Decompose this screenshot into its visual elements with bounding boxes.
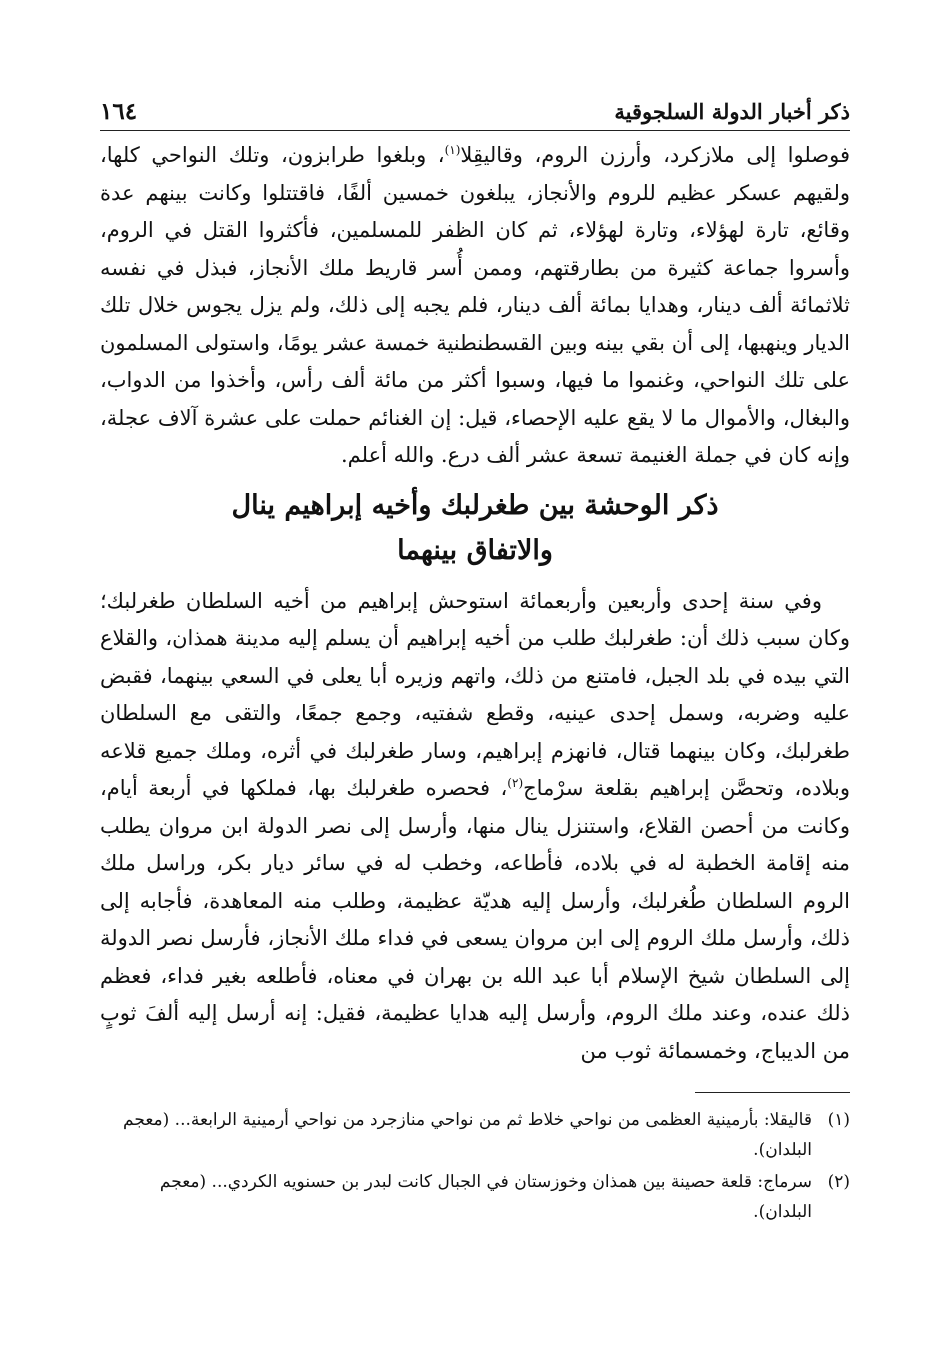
paragraph-1	[100, 137, 850, 475]
running-title: ذكر أخبار الدولة السلجوقية	[614, 99, 850, 124]
section-heading-line-1: ذكر الوحشة بين طغرلبك وأخيه إبراهيم ينال	[231, 489, 719, 521]
paragraph-2-part-1: وفي سنة إحدى وأربعين وأربعمائة استوحش إبراهيم من أخيه السلطان طغرلبك؛ وكان سبب ذلك أن: طغرلبك طلب من أخيه إبراهيم أن يسلم إليه مدينة همذان، والقلاع التي بيده في بلد الجبل، فامتنع من ذلك، واتهم وزيره أبا يعلى في السعي بينهما، فقبض عليه وضربه، وسمل إحدى عينيه، وقطع شفتيه، وجمع جمعًا، والتقى مع السلطان طغرلبك، وكان بينهما قتال، فانهزم إبراهيم، وسار طغرلبك في أثره، وملك جميع قلاعه وبلاده، وتحصَّن إبراهيم بقلعة سرْماج	[100, 588, 850, 800]
footnote-ref-2: (٢)	[507, 776, 524, 790]
footnote-text: قاليقلا: بأرمينية العظمى من نواحي خلاط ثم من نواحي منازجرد من نواحي أرمينية الرابعة... (معجم البلدان).	[123, 1110, 812, 1160]
footnote-number: (١)	[827, 1110, 850, 1130]
page-number: ١٦٤	[100, 98, 138, 125]
footnotes	[100, 1105, 850, 1227]
footnote-divider	[695, 1092, 850, 1093]
paragraph-1-part-2: ، وبلغوا طرابزون، وتلك النواحي كلها، ولقيهم عسكر عظيم للروم والأنجاز، يبلغون خمسين ألفًا، فاقتتلوا وكانت بينهم عدة وقائع، تارة لهؤلاء، وتارة لهؤلاء، ثم كان الظفر للمسلمين، فأكثروا القتل في الروم، وأسروا جماعة كثيرة من بطارقتهم، وممن أُسر قاريط ملك الأنجاز، فبذل في نفسه ثلاثمائة ألف دينار، وهدايا بمائة ألف دينار، فلم يجبه إلى ذلك، ولم يزل يجوس خلال تلك الديار وينهبها، إلى أن بقي بينه وبين القسطنطنية خمسة عشر يومًا، واستولى المسلمون على تلك النواحي، وغنموا ما فيها، وسبوا أكثر من مائة ألف رأس، وأخذوا من الدواب، والبغال، والأموال ما لا يقع عليه الإحصاء، قيل: إن الغنائم حملت على عشرة آلاف عجلة، وإنه كان في جملة الغنيمة تسعة عشر ألف درع. والله أعلم.	[100, 143, 850, 467]
section-heading-line-2: والاتفاق بينهما	[397, 534, 553, 566]
running-head	[100, 86, 850, 131]
book-page	[100, 86, 850, 1356]
footnote	[100, 1105, 850, 1165]
footnote	[100, 1167, 850, 1227]
footnote-ref-1: (١)	[444, 143, 461, 157]
paragraph-2	[100, 583, 850, 1071]
paragraph-2-part-2: ، فحصره طغرلبك بها، فملكها في أربعة أيام، وكانت من أحصن القلاع، واستنزل ينال منها، وأرسل إلى نصر الدولة ابن مروان يطلب منه إقامة الخطبة له في بلاده، فأطاعه، وخطب له في سائر ديار بكر، وراسل ملك الروم السلطان طُغرلبك، وأرسل إليه هديّة عظيمة، وطلب منه المعاهدة، فأجابه إلى ذلك، وأرسل ملك الروم إلى ابن مروان يسعى في فداء ملك الأنجاز، فأرسل نصر الدولة إلى السلطان شيخ الإسلام أبا عبد الله بن بهران في معناه، فأطلعه بغير فداء، فعظم ذلك عنده، وعند ملك الروم، وأرسل إليه هدايا عظيمة، فقيل: إنه أرسل إليه ألفَ ثوبٍ من الديباج، وخمسمائة ثوب من	[100, 776, 850, 1063]
footnote-text: سرماج: قلعة حصينة بين همذان وخوزستان في الجبال كانت لبدر بن حسنويه الكردي... (معجم البلدان).	[159, 1172, 812, 1222]
section-heading	[100, 483, 850, 573]
body-text	[100, 137, 850, 1070]
footnote-number: (٢)	[827, 1172, 850, 1192]
paragraph-1-part-1: فوصلوا إلى ملازكرد، وأرزن الروم، وقاليقِلا	[460, 143, 850, 167]
